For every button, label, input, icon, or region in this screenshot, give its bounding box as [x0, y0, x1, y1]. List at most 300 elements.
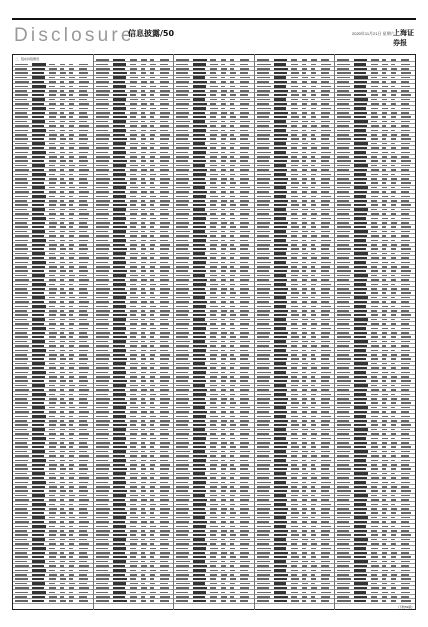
table-cell: [69, 429, 75, 431]
table-cell: [354, 494, 368, 496]
table-cell: [79, 402, 88, 404]
table-cell: [382, 358, 386, 360]
table-cell: [382, 301, 386, 303]
table-cell: [240, 108, 248, 110]
table-cell: [371, 402, 378, 404]
table-cell: [354, 230, 368, 232]
table-cell: [382, 451, 387, 453]
table-cell: [150, 468, 154, 470]
table-cell: [193, 556, 206, 558]
table-cell: [240, 534, 248, 536]
table-cell: [274, 345, 287, 347]
table-cell: [337, 130, 350, 132]
table-cell: [32, 534, 44, 536]
table-cell: [15, 504, 28, 506]
table-cell: [401, 350, 410, 352]
table-cell: [337, 196, 350, 198]
table-cell: [49, 270, 56, 272]
table-cell: [257, 231, 270, 233]
table-cell: [240, 319, 250, 321]
table-cell: [354, 521, 367, 523]
table-cell: [221, 539, 225, 541]
table-cell: [15, 570, 28, 572]
table-cell: [79, 561, 87, 563]
table-cell: [401, 310, 409, 312]
table-cell: [240, 446, 248, 448]
table-cell: [176, 319, 190, 321]
table-cell: [311, 438, 316, 440]
table-cell: [302, 477, 307, 479]
table-cell: [274, 455, 287, 457]
table-cell: [337, 468, 351, 470]
table-cell: [49, 587, 56, 589]
table-cell: [130, 539, 138, 541]
table-cell: [15, 235, 29, 237]
table-cell: [321, 424, 329, 426]
table-cell: [96, 385, 108, 387]
table-cell: [69, 226, 73, 228]
table-cell: [391, 204, 396, 206]
table-cell: [230, 468, 236, 470]
table-cell: [337, 332, 349, 334]
table-cell: [311, 196, 316, 198]
table-cell: [150, 411, 154, 413]
table-cell: [371, 354, 377, 356]
table-cell: [302, 407, 308, 409]
table-cell: [382, 152, 388, 154]
table-cell: [60, 464, 64, 466]
table-cell: [240, 407, 250, 409]
table-cell: [221, 231, 225, 233]
table-cell: [113, 477, 125, 479]
table-cell: [302, 460, 306, 462]
table-cell: [150, 530, 155, 532]
table-cell: [79, 130, 88, 132]
table-cell: [96, 253, 108, 255]
table-cell: [160, 156, 170, 158]
table-cell: [130, 363, 138, 365]
table-cell: [130, 336, 136, 338]
table-cell: [401, 398, 409, 400]
table-cell: [69, 561, 75, 563]
table-cell: [230, 270, 236, 272]
table-cell: [176, 81, 189, 83]
table-cell: [240, 420, 249, 422]
table-cell: [210, 341, 217, 343]
table-cell: [221, 112, 227, 114]
table-cell: [302, 64, 306, 66]
table-cell: [15, 530, 27, 532]
table-cell: [49, 116, 56, 118]
table-cell: [274, 81, 287, 83]
table-cell: [371, 389, 379, 391]
table-cell: [354, 371, 366, 373]
table-cell: [210, 583, 217, 585]
table-cell: [321, 336, 329, 338]
table-cell: [240, 323, 249, 325]
table-cell: [221, 389, 226, 391]
table-cell: [354, 125, 367, 127]
table-cell: [371, 125, 379, 127]
table-cell: [302, 200, 307, 202]
table-cell: [160, 323, 169, 325]
table-cell: [302, 530, 307, 532]
table-cell: [337, 187, 350, 189]
table-cell: [321, 253, 330, 255]
table-cell: [221, 521, 226, 523]
table-cell: [371, 112, 377, 114]
table-cell: [150, 169, 154, 171]
table-cell: [32, 437, 46, 439]
table-cell: [210, 446, 216, 448]
table-cell: [391, 482, 395, 484]
table-cell: [141, 380, 146, 382]
table-cell: [354, 538, 368, 540]
table-cell: [391, 543, 396, 545]
table-cell: [401, 376, 409, 378]
table-cell: [302, 512, 306, 514]
table-cell: [49, 517, 55, 519]
table-cell: [150, 270, 154, 272]
table-cell: [291, 578, 299, 580]
table-cell: [401, 578, 411, 580]
table-cell: [141, 160, 146, 162]
table-cell: [79, 112, 87, 114]
table-cell: [274, 521, 287, 523]
table-cell: [210, 354, 217, 356]
table-cell: [230, 539, 235, 541]
table-cell: [49, 570, 55, 572]
table-cell: [96, 288, 110, 290]
table-cell: [382, 411, 386, 413]
table-cell: [291, 367, 297, 369]
table-cell: [302, 68, 307, 70]
table-cell: [274, 450, 286, 452]
table-cell: [302, 482, 306, 484]
table-cell: [230, 600, 236, 602]
table-cell: [302, 495, 308, 497]
table-cell: [391, 244, 397, 246]
table-cell: [130, 86, 136, 88]
table-cell: [49, 90, 57, 92]
table-cell: [15, 147, 29, 149]
table-cell: [291, 416, 298, 418]
table-cell: [291, 77, 298, 79]
table-cell: [311, 209, 315, 211]
table-cell: [321, 116, 329, 118]
table-cell: [401, 103, 409, 105]
table-cell: [32, 362, 45, 364]
table-cell: [49, 521, 56, 523]
table-cell: [311, 345, 317, 347]
table-cell: [371, 552, 377, 554]
table-cell: [79, 433, 89, 435]
table-cell: [291, 504, 298, 506]
table-cell: [193, 156, 205, 158]
table-cell: [130, 526, 136, 528]
table-cell: [150, 99, 155, 101]
table-cell: [401, 279, 409, 281]
table-cell: [60, 187, 65, 189]
table-cell: [49, 446, 56, 448]
table-cell: [391, 477, 396, 479]
table-cell: [15, 451, 27, 453]
table-cell: [60, 103, 64, 105]
table-cell: [15, 477, 29, 479]
table-cell: [69, 416, 73, 418]
table-cell: [150, 134, 155, 136]
table-cell: [321, 420, 330, 422]
table-cell: [291, 350, 298, 352]
table-cell: [130, 147, 137, 149]
table-cell: [32, 556, 44, 558]
table-cell: [311, 526, 316, 528]
table-cell: [49, 504, 55, 506]
table-cell: [113, 442, 125, 444]
table-cell: [291, 336, 299, 338]
table-cell: [69, 103, 74, 105]
table-cell: [15, 292, 28, 294]
table-cell: [337, 147, 349, 149]
table-cell: [96, 600, 109, 602]
table-cell: [257, 354, 270, 356]
table-cell: [141, 402, 146, 404]
table-cell: [382, 442, 387, 444]
table-cell: [32, 81, 44, 83]
table-cell: [354, 362, 368, 364]
table-cell: [15, 508, 27, 510]
table-cell: [391, 570, 395, 572]
table-cell: [210, 64, 218, 66]
table-cell: [79, 394, 88, 396]
table-cell: [113, 538, 126, 540]
table-cell: [311, 266, 315, 268]
table-cell: [382, 103, 386, 105]
table-cell: [274, 358, 287, 360]
column-divider: [254, 54, 255, 610]
table-cell: [311, 350, 316, 352]
table-cell: [210, 464, 217, 466]
table-cell: [96, 543, 109, 545]
table-cell: [274, 279, 287, 281]
table-cell: [176, 363, 190, 365]
table-cell: [311, 477, 317, 479]
table-cell: [221, 556, 226, 558]
table-cell: [176, 138, 188, 140]
table-cell: [193, 358, 206, 360]
table-cell: [160, 578, 169, 580]
table-cell: [401, 134, 409, 136]
table-cell: [69, 543, 74, 545]
table-cell: [401, 345, 409, 347]
table-cell: [69, 477, 74, 479]
table-cell: [274, 72, 287, 74]
table-cell: [176, 196, 188, 198]
table-cell: [141, 490, 146, 492]
table-cell: [130, 385, 138, 387]
table-cell: [32, 547, 46, 549]
table-cell: [79, 455, 89, 457]
table-cell: [354, 200, 367, 202]
table-cell: [230, 363, 235, 365]
table-cell: [401, 112, 409, 114]
table-cell: [210, 508, 217, 510]
table-cell: [79, 482, 88, 484]
table-cell: [69, 112, 74, 114]
table-cell: [15, 257, 29, 259]
table-cell: [113, 371, 126, 373]
table-cell: [337, 587, 349, 589]
table-cell: [391, 354, 397, 356]
table-cell: [391, 332, 397, 334]
table-cell: [32, 512, 44, 514]
table-cell: [193, 76, 205, 78]
table-cell: [302, 292, 306, 294]
table-cell: [354, 406, 368, 408]
table-cell: [401, 530, 409, 532]
table-cell: [257, 600, 269, 602]
table-cell: [49, 424, 56, 426]
table-cell: [32, 222, 45, 224]
table-cell: [382, 552, 387, 554]
table-cell: [391, 380, 396, 382]
table-cell: [337, 314, 351, 316]
table-cell: [382, 90, 387, 92]
table-cell: [257, 121, 270, 123]
table-cell: [321, 130, 331, 132]
table-cell: [337, 262, 350, 264]
table-cell: [60, 200, 64, 202]
table-cell: [291, 539, 298, 541]
table-cell: [69, 244, 74, 246]
table-cell: [193, 208, 205, 210]
table-cell: [113, 191, 125, 193]
table-cell: [371, 398, 377, 400]
table-cell: [221, 424, 226, 426]
table-cell: [96, 429, 108, 431]
table-cell: [60, 570, 65, 572]
table-cell: [130, 486, 137, 488]
table-cell: [60, 592, 65, 594]
table-cell: [274, 296, 286, 298]
table-cell: [371, 534, 378, 536]
table-cell: [354, 503, 366, 505]
table-cell: [291, 473, 298, 475]
table-cell: [221, 323, 226, 325]
table-cell: [193, 292, 206, 294]
table-cell: [79, 226, 88, 228]
table-cell: [113, 362, 126, 364]
table-cell: [15, 583, 27, 585]
table-cell: [274, 384, 286, 386]
table-cell: [96, 138, 109, 140]
table-cell: [176, 433, 189, 435]
table-cell: [193, 437, 206, 439]
table-cell: [193, 534, 206, 536]
table-cell: [401, 68, 409, 70]
table-cell: [15, 182, 28, 184]
table-cell: [230, 253, 235, 255]
table-cell: [160, 345, 169, 347]
table-cell: [401, 191, 409, 193]
table-cell: [371, 288, 377, 290]
table-cell: [79, 134, 87, 136]
table-cell: [371, 218, 378, 220]
table-cell: [79, 147, 89, 149]
table-cell: [141, 90, 145, 92]
table-cell: [160, 385, 168, 387]
table-cell: [79, 398, 87, 400]
table-cell: [257, 517, 270, 519]
table-cell: [337, 297, 350, 299]
table-cell: [69, 363, 75, 365]
table-cell: [60, 108, 65, 110]
table-cell: [130, 376, 137, 378]
table-cell: [391, 574, 397, 576]
table-cell: [32, 389, 44, 391]
table-cell: [257, 420, 270, 422]
table-cell: [160, 262, 168, 264]
table-cell: [221, 165, 225, 167]
table-cell: [240, 187, 250, 189]
table-cell: [371, 495, 377, 497]
table-cell: [321, 86, 331, 88]
table-cell: [32, 204, 44, 206]
table-cell: [257, 209, 270, 211]
table-cell: [79, 218, 88, 220]
table-cell: [371, 174, 378, 176]
table-cell: [291, 288, 297, 290]
table-cell: [354, 393, 366, 395]
table-cell: [15, 77, 27, 79]
table-cell: [321, 143, 330, 145]
table-cell: [193, 116, 206, 118]
table-cell: [69, 204, 73, 206]
table-cell: [193, 142, 205, 144]
table-cell: [113, 596, 125, 598]
table-cell: [96, 130, 108, 132]
table-cell: [49, 482, 55, 484]
table-cell: [79, 477, 89, 479]
table-cell: [79, 187, 87, 189]
table-cell: [401, 446, 411, 448]
table-cell: [210, 116, 216, 118]
table-cell: [96, 90, 110, 92]
table-cell: [311, 279, 317, 281]
table-cell: [130, 196, 136, 198]
table-cell: [274, 138, 287, 140]
table-cell: [79, 341, 87, 343]
table-cell: [15, 112, 27, 114]
table-cell: [240, 508, 249, 510]
table-cell: [240, 451, 250, 453]
table-cell: [371, 143, 377, 145]
table-cell: [274, 349, 286, 351]
table-cell: [230, 473, 235, 475]
table-cell: [141, 539, 145, 541]
table-cell: [337, 433, 349, 435]
table-cell: [221, 59, 226, 61]
table-cell: [96, 301, 109, 303]
table-cell: [32, 345, 44, 347]
table-cell: [391, 306, 395, 308]
table-cell: [291, 521, 297, 523]
table-cell: [274, 362, 286, 364]
table-cell: [79, 517, 87, 519]
table-cell: [391, 222, 397, 224]
table-cell: [221, 301, 226, 303]
table-cell: [96, 248, 109, 250]
